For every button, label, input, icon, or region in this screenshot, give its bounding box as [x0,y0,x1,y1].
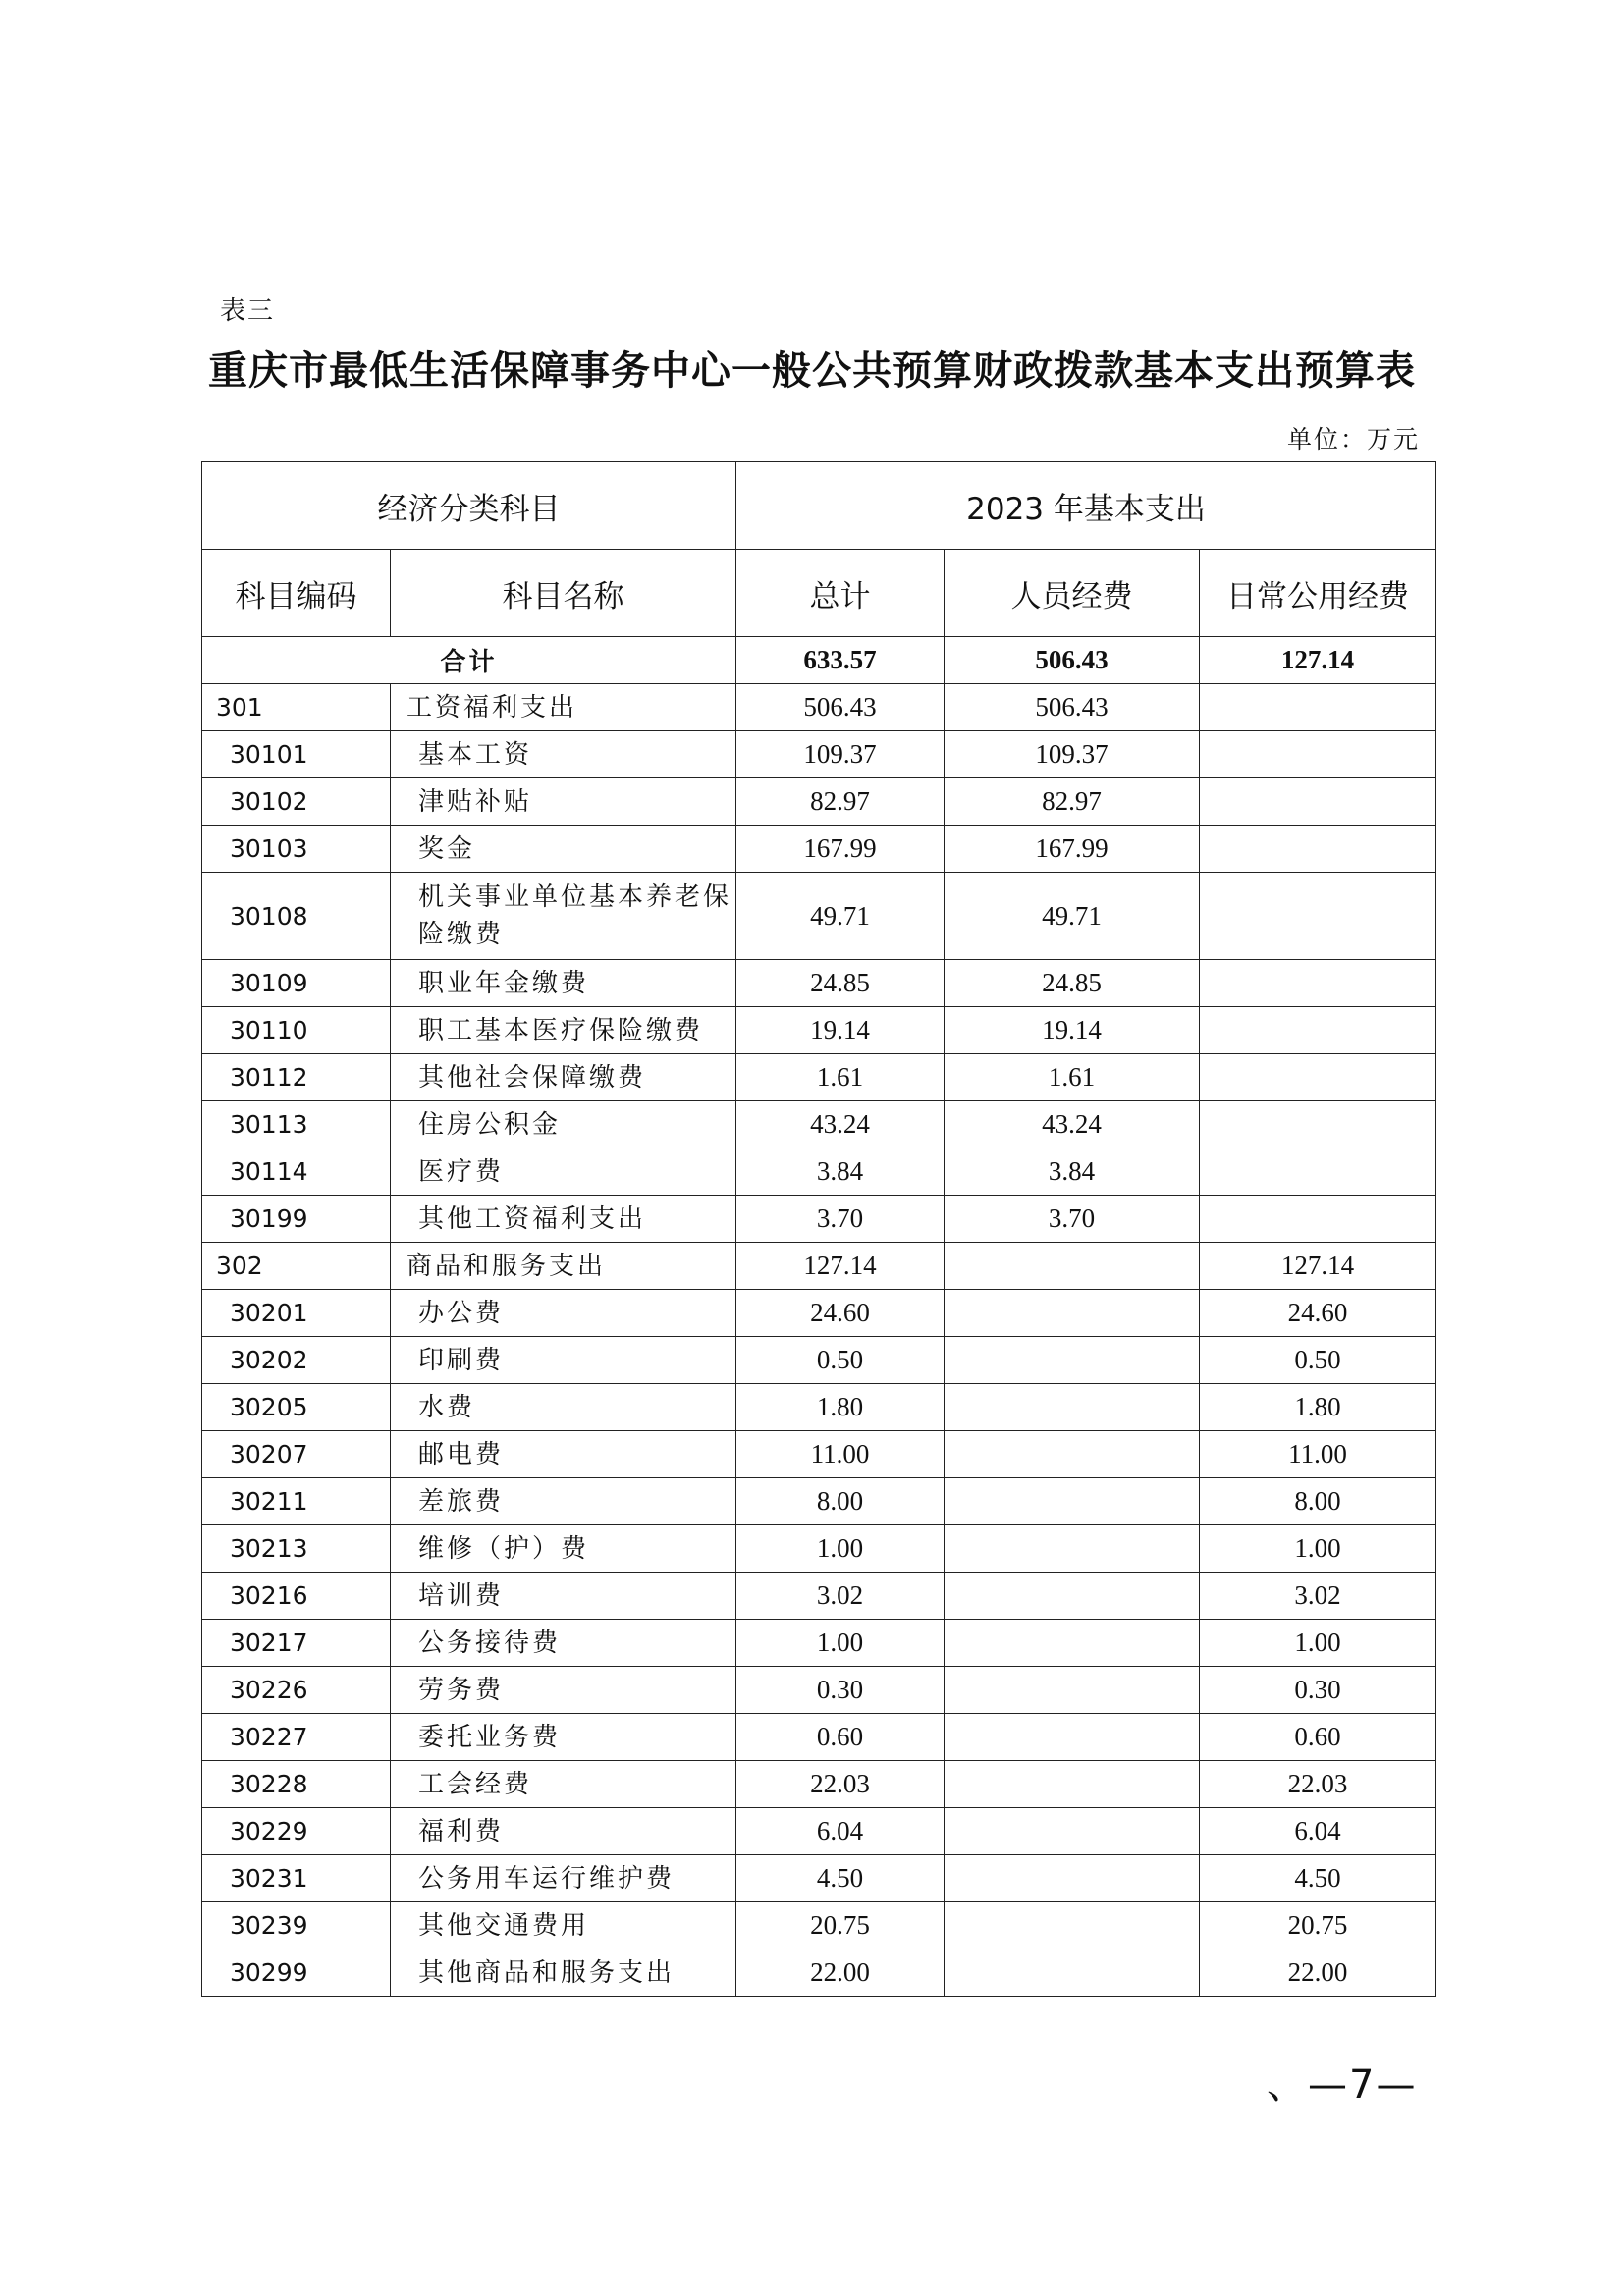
cell-code: 30231 [202,1855,391,1902]
cell-total: 506.43 [736,684,945,731]
cell-personnel [945,1290,1200,1337]
cell-public [1200,960,1436,1007]
cell-code: 30114 [202,1148,391,1196]
cell-personnel: 24.85 [945,960,1200,1007]
cell-name: 住房公积金 [391,1101,736,1148]
total-row [202,637,1436,684]
cell-personnel [945,1431,1200,1478]
cell-code: 30101 [202,731,391,778]
cell-name: 工会经费 [391,1761,736,1808]
cell-personnel: 167.99 [945,826,1200,873]
cell-public [1200,826,1436,873]
col-header-code: 科目编码 [202,550,391,637]
cell-name: 办公费 [391,1290,736,1337]
cell-code: 30110 [202,1007,391,1054]
cell-code: 30202 [202,1337,391,1384]
cell-public: 1.00 [1200,1525,1436,1573]
cell-name: 其他社会保障缴费 [391,1054,736,1101]
table-row [202,1007,1436,1054]
table-row [202,731,1436,778]
cell-code: 30113 [202,1101,391,1148]
table-row [202,778,1436,826]
table-row [202,1761,1436,1808]
cell-total: 22.00 [736,1949,945,1997]
cell-total: 127.14 [736,1243,945,1290]
cell-code: 302 [202,1243,391,1290]
cell-public: 0.30 [1200,1667,1436,1714]
cell-code: 30108 [202,873,391,960]
cell-code: 30228 [202,1761,391,1808]
cell-name: 邮电费 [391,1431,736,1478]
cell-personnel: 3.84 [945,1148,1200,1196]
cell-personnel [945,1243,1200,1290]
cell-personnel [945,1573,1200,1620]
cell-public: 24.60 [1200,1290,1436,1337]
cell-public [1200,1054,1436,1101]
cell-personnel: 82.97 [945,778,1200,826]
cell-name: 津贴补贴 [391,778,736,826]
table-row [202,1290,1436,1337]
page-title: 重庆市最低生活保障事务中心一般公共预算财政拨款基本支出预算表 [208,347,1416,394]
cell-personnel [945,1902,1200,1949]
cell-code: 30213 [202,1525,391,1573]
cell-total: 8.00 [736,1478,945,1525]
col-header-personnel: 人员经费 [945,550,1200,637]
table-row [202,1478,1436,1525]
cell-total: 1.00 [736,1525,945,1573]
total-sum: 633.57 [736,637,945,684]
cell-public: 1.80 [1200,1384,1436,1431]
cell-total: 11.00 [736,1431,945,1478]
cell-name: 职业年金缴费 [391,960,736,1007]
budget-table [201,461,1436,1997]
cell-total: 1.61 [736,1054,945,1101]
table-label: 表三 [220,296,276,326]
table-row [202,1525,1436,1573]
cell-name: 基本工资 [391,731,736,778]
table-row [202,1337,1436,1384]
cell-personnel [945,1478,1200,1525]
cell-code: 30201 [202,1290,391,1337]
cell-total: 6.04 [736,1808,945,1855]
cell-public: 22.00 [1200,1949,1436,1997]
cell-total: 20.75 [736,1902,945,1949]
header-economic-category: 经济分类科目 [202,462,736,550]
cell-public: 4.50 [1200,1855,1436,1902]
cell-total: 3.02 [736,1573,945,1620]
cell-public [1200,1101,1436,1148]
cell-code: 30205 [202,1384,391,1431]
cell-code: 30211 [202,1478,391,1525]
cell-code: 30199 [202,1196,391,1243]
cell-personnel [945,1855,1200,1902]
table-row [202,1808,1436,1855]
cell-public: 8.00 [1200,1478,1436,1525]
cell-code: 30299 [202,1949,391,1997]
table-row [202,1196,1436,1243]
table-row [202,1384,1436,1431]
cell-personnel: 19.14 [945,1007,1200,1054]
cell-public [1200,731,1436,778]
cell-name: 差旅费 [391,1478,736,1525]
table-row [202,1949,1436,1997]
cell-code: 30226 [202,1667,391,1714]
table-row [202,873,1436,960]
cell-public: 1.00 [1200,1620,1436,1667]
cell-name: 公务接待费 [391,1620,736,1667]
cell-code: 30103 [202,826,391,873]
cell-code: 30217 [202,1620,391,1667]
cell-public: 20.75 [1200,1902,1436,1949]
table-row [202,1243,1436,1290]
cell-total: 24.60 [736,1290,945,1337]
cell-public: 0.50 [1200,1337,1436,1384]
cell-name: 劳务费 [391,1667,736,1714]
table-row [202,1714,1436,1761]
cell-code: 30229 [202,1808,391,1855]
table-row [202,1902,1436,1949]
table-row [202,1054,1436,1101]
cell-personnel [945,1667,1200,1714]
cell-name: 其他工资福利支出 [391,1196,736,1243]
table-row [202,1667,1436,1714]
cell-total: 82.97 [736,778,945,826]
cell-total: 3.84 [736,1148,945,1196]
cell-name: 其他交通费用 [391,1902,736,1949]
cell-personnel [945,1714,1200,1761]
col-header-total: 总计 [736,550,945,637]
header-group-row [202,462,1436,550]
cell-name: 公务用车运行维护费 [391,1855,736,1902]
cell-name: 培训费 [391,1573,736,1620]
cell-public: 22.03 [1200,1761,1436,1808]
cell-personnel [945,1761,1200,1808]
cell-name: 维修（护）费 [391,1525,736,1573]
cell-total: 24.85 [736,960,945,1007]
cell-name: 机关事业单位基本养老保险缴费 [391,873,736,960]
cell-public: 127.14 [1200,1243,1436,1290]
cell-name: 工资福利支出 [391,684,736,731]
cell-name: 福利费 [391,1808,736,1855]
cell-public [1200,1196,1436,1243]
cell-public: 3.02 [1200,1573,1436,1620]
cell-code: 30227 [202,1714,391,1761]
cell-name: 印刷费 [391,1337,736,1384]
total-label: 合计 [202,637,736,684]
cell-personnel: 506.43 [945,684,1200,731]
col-header-public: 日常公用经费 [1200,550,1436,637]
cell-personnel: 49.71 [945,873,1200,960]
cell-public [1200,1007,1436,1054]
cell-total: 19.14 [736,1007,945,1054]
cell-code: 30239 [202,1902,391,1949]
cell-personnel: 109.37 [945,731,1200,778]
header-basic-expenditure: 2023 年基本支出 [736,462,1436,550]
unit-note: 单位：万元 [1286,425,1420,454]
cell-personnel: 3.70 [945,1196,1200,1243]
cell-name: 委托业务费 [391,1714,736,1761]
col-header-name: 科目名称 [391,550,736,637]
table-row [202,1855,1436,1902]
total-public: 127.14 [1200,637,1436,684]
cell-personnel: 1.61 [945,1054,1200,1101]
header-column-row [202,550,1436,637]
cell-personnel [945,1620,1200,1667]
cell-code: 30102 [202,778,391,826]
cell-name: 商品和服务支出 [391,1243,736,1290]
cell-personnel [945,1525,1200,1573]
cell-personnel: 43.24 [945,1101,1200,1148]
table-row [202,960,1436,1007]
cell-code: 301 [202,684,391,731]
cell-code: 30216 [202,1573,391,1620]
cell-total: 0.30 [736,1667,945,1714]
cell-public: 11.00 [1200,1431,1436,1478]
cell-total: 1.00 [736,1620,945,1667]
table-row [202,1431,1436,1478]
cell-total: 0.50 [736,1337,945,1384]
table-row [202,1101,1436,1148]
cell-total: 49.71 [736,873,945,960]
cell-public [1200,1148,1436,1196]
cell-public [1200,873,1436,960]
cell-public [1200,778,1436,826]
cell-total: 4.50 [736,1855,945,1902]
cell-total: 1.80 [736,1384,945,1431]
cell-public: 6.04 [1200,1808,1436,1855]
cell-total: 43.24 [736,1101,945,1148]
cell-personnel [945,1808,1200,1855]
cell-total: 167.99 [736,826,945,873]
cell-code: 30109 [202,960,391,1007]
table-row [202,1620,1436,1667]
cell-name: 奖金 [391,826,736,873]
cell-total: 22.03 [736,1761,945,1808]
cell-total: 109.37 [736,731,945,778]
cell-total: 3.70 [736,1196,945,1243]
cell-code: 30207 [202,1431,391,1478]
cell-personnel [945,1384,1200,1431]
total-personnel: 506.43 [945,637,1200,684]
cell-public: 0.60 [1200,1714,1436,1761]
table-row [202,1148,1436,1196]
cell-total: 0.60 [736,1714,945,1761]
cell-name: 水费 [391,1384,736,1431]
cell-personnel [945,1949,1200,1997]
table-row [202,826,1436,873]
cell-name: 职工基本医疗保险缴费 [391,1007,736,1054]
cell-personnel [945,1337,1200,1384]
cell-name: 医疗费 [391,1148,736,1196]
table-row [202,684,1436,731]
cell-code: 30112 [202,1054,391,1101]
cell-public [1200,684,1436,731]
table-row [202,1573,1436,1620]
cell-name: 其他商品和服务支出 [391,1949,736,1997]
page-number: 、—7— [1267,2062,1418,2108]
